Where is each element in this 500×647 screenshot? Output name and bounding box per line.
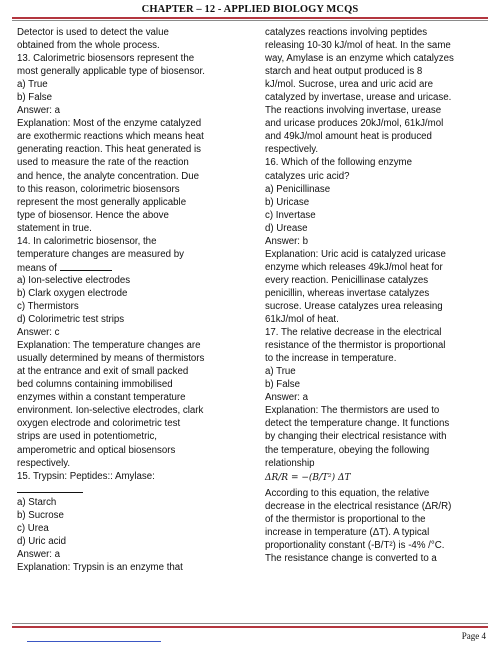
text-line: the temperature, obeying the following [265,444,430,456]
answer-blank [60,261,112,271]
text-line: respectively. [265,144,319,156]
text-line: catalyzed by invertase, urease and uricase. [265,92,452,104]
text-line: a) Penicillinase [265,183,331,195]
text-line: releasing 10-30 kJ/mol of heat. In the same [265,40,451,52]
text-line: statement in true. [17,222,92,234]
text-line: at the entrance and exit of small packed [17,366,189,378]
text-line: Detector is used to detect the value [17,27,169,38]
text-line: and 49kJ/mol amount heat is produced [265,131,432,143]
text-line: Answer: a [17,105,61,117]
text-line: d) Uric acid [17,535,66,547]
text-line: a) True [265,366,296,378]
thermistor-formula: ΔR/R = −(B/T²) ΔT [265,472,351,483]
text-line: strips are used in potentiometric, [17,431,157,443]
text-line: way, Amylase is an enzyme which catalyzes [265,53,454,65]
page-number: Page 4 [461,631,486,641]
text-line: a) Starch [17,496,57,508]
text-line: Answer: b [265,235,309,247]
text-line: to this reason, colorimetric biosensors [17,183,180,195]
text-line: b) False [17,92,52,104]
text-line: 15. Trypsin: Peptides:: Amylase: [17,470,155,482]
text-line: of the thermistor is proportional to the [265,513,426,525]
text-line: represent the most generally applicable [17,196,187,208]
text-line: generating reaction. This heat generated is [17,144,202,156]
text-line: The resistance change is converted to a [265,552,437,564]
text-line: b) Clark oxygen electrode [17,287,128,299]
text-line: b) Uricase [265,196,310,208]
text-line: by changing their electrical resistance with [265,431,447,443]
chapter-header: CHAPTER – 12 - APPLIED BIOLOGY MCQS [141,4,359,15]
text-line: Explanation: The thermistors are used to [265,405,440,417]
text-line: to the increase in temperature. [265,353,397,365]
text-line: enzyme which releases 49kJ/mol heat for [265,261,443,273]
text-line: oxygen electrode and colorimetric test [17,418,181,430]
text-line: Explanation: The temperature changes are [17,340,201,352]
footer-link-underline[interactable] [27,641,161,642]
text-line: d) Colorimetric test strips [17,314,125,326]
text-line: and hence, the analyte concentration. Due [17,170,200,182]
text-line: catalyzes reactions involving peptides [265,27,428,38]
header-rule-red [12,17,488,19]
text-line: b) Sucrose [17,509,64,521]
text-line: every reaction. Penicillinase catalyzes [265,274,429,286]
text-line: The reactions involving invertase, urease [265,105,442,117]
text-line: proportionality constant (-B/T²) is -4% /°C. [265,539,445,551]
text-line: c) Thermistors [17,300,79,312]
footer-rule-red [12,626,488,628]
text-line: enzymes within a constant temperature [17,392,186,404]
text-line: Explanation: Uric acid is catalyzed uricase [265,248,446,260]
text-line: kJ/mol. Sucrose, urea and uric acid are [265,79,433,91]
text-line: relationship [265,457,315,469]
text-line: obtained from the whole process. [17,40,160,52]
answer-blank [17,483,83,493]
text-line: catalyzes uric acid? [265,170,350,182]
text-line: Answer: c [17,327,60,339]
text-line: 13. Calorimetric biosensors represent the [17,53,195,65]
footer-rule-gray [12,623,488,624]
text-line: respectively. [17,457,71,469]
text-line: a) Ion-selective electrodes [17,274,131,286]
text-line: type of biosensor. Hence the above [17,209,169,221]
text-line: means of [17,261,247,274]
text-line: Answer: a [265,392,309,404]
text-line: penicillin, whereas invertase catalyzes [265,287,430,299]
text-line: decrease in the electrical resistance (ΔR/R) [265,500,452,512]
text-line: c) Urea [17,522,49,534]
text-line: are exothermic reactions which means heat [17,131,204,143]
text-line: most generally applicable type of biosensor. [17,66,205,78]
text-line: Explanation: Most of the enzyme catalyzed [17,118,202,130]
text-line: environment. Ion-selective electrodes, clark [17,405,204,417]
text-line: 17. The relative decrease in the electrical [265,327,442,339]
text-line: 16. Which of the following enzyme [265,157,413,169]
text-line: c) Invertase [265,209,316,221]
text-line: amperometric and optical biosensors [17,444,176,456]
text-line: resistance of the thermistor is proportional [265,340,446,352]
text-line: usually determined by means of thermistors [17,353,205,365]
left-column [17,26,247,574]
text-line: increase in temperature (ΔT). A typical [265,526,430,538]
text-line: and uricase produces 20kJ/mol, 61kJ/mol [265,118,444,130]
text-line: bed columns containing immobilised [17,379,173,391]
text-line: a) True [17,79,48,91]
header-rule-gray [12,20,488,21]
text-line [17,483,247,496]
text-line: Answer: a [17,548,61,560]
text-line: temperature changes are measured by [17,248,184,260]
text-line: sucrose. Urease catalyzes urea releasing [265,300,443,312]
text-line: starch and heat output produced is 8 [265,66,423,78]
text-line: used to measure the rate of the reaction [17,157,189,169]
text-line: 14. In calorimetric biosensor, the [17,235,157,247]
text-line: d) Urease [265,222,308,234]
text-line: According to this equation, the relative [265,487,430,499]
right-column [265,26,495,565]
text-line: 61kJ/mol of heat. [265,314,339,326]
text-line: detect the temperature change. It functions [265,418,450,430]
text-line: Explanation: Trypsin is an enzyme that [17,561,183,573]
text-line: b) False [265,379,300,391]
